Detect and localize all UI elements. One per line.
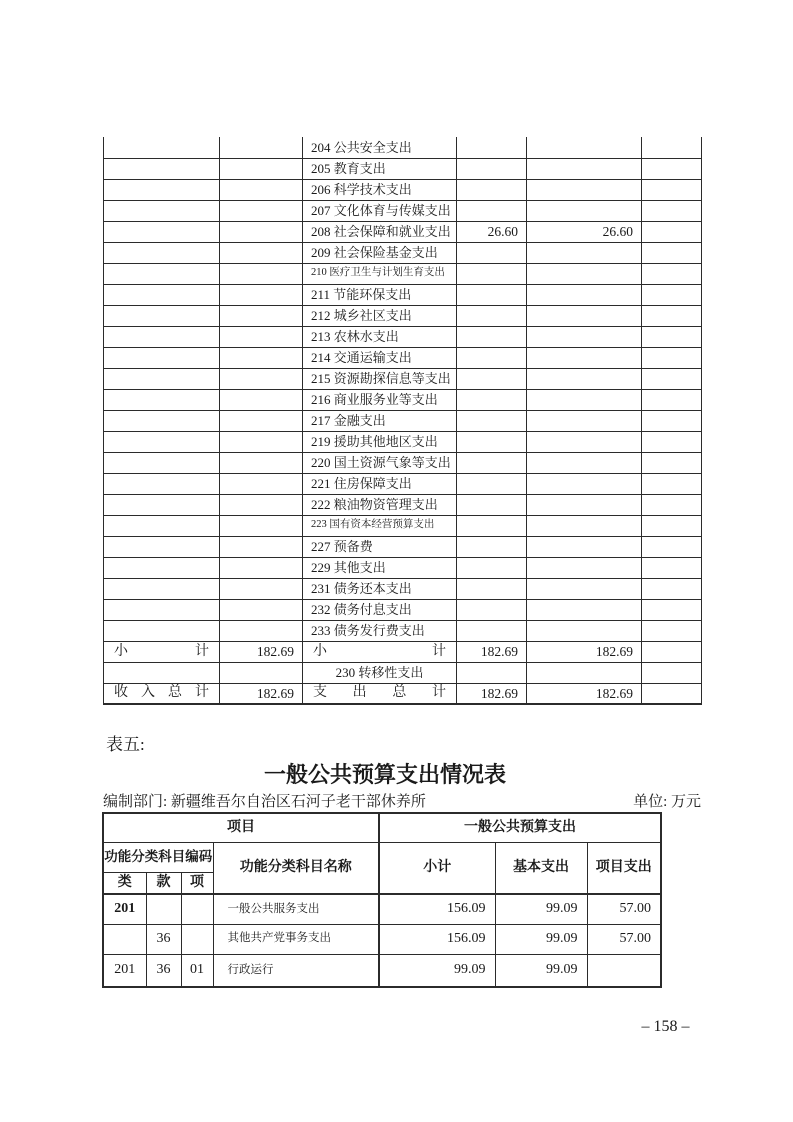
expense-amount2-cell bbox=[527, 410, 642, 431]
expense-item-cell: 213 农林水支出 bbox=[303, 326, 457, 347]
empty-cell bbox=[642, 452, 702, 473]
subtotal-column-header: 小计 bbox=[379, 842, 495, 894]
expense-subtotal-label: 小 计 bbox=[303, 641, 457, 662]
empty-cell bbox=[642, 263, 702, 284]
empty-cell bbox=[642, 641, 702, 662]
empty-cell bbox=[642, 305, 702, 326]
subtotal-cell: 99.09 bbox=[379, 954, 495, 987]
expense-amount2-cell bbox=[527, 452, 642, 473]
income-item-cell bbox=[104, 179, 220, 200]
summary-expense-row bbox=[104, 599, 702, 620]
empty-cell bbox=[642, 557, 702, 578]
summary-budget-table bbox=[103, 137, 702, 705]
expense-item-cell: 205 教育支出 bbox=[303, 158, 457, 179]
income-amount-cell bbox=[220, 536, 303, 557]
item-code-cell bbox=[181, 894, 213, 924]
income-amount-cell bbox=[220, 221, 303, 242]
income-item-cell bbox=[104, 263, 220, 284]
expense-amount2-cell bbox=[527, 515, 642, 536]
expense-item-cell: 210 医疗卫生与计划生育支出 bbox=[303, 263, 457, 284]
empty-cell bbox=[642, 242, 702, 263]
income-amount-cell bbox=[220, 515, 303, 536]
basic-expense-cell: 99.09 bbox=[495, 954, 587, 987]
expense-item-cell: 217 金融支出 bbox=[303, 410, 457, 431]
income-amount-cell bbox=[220, 263, 303, 284]
budget-expenditure-table bbox=[102, 812, 662, 988]
income-item-cell bbox=[104, 473, 220, 494]
empty-cell bbox=[642, 536, 702, 557]
expense-amount2-cell bbox=[527, 620, 642, 641]
summary-transfer-row bbox=[104, 662, 702, 683]
expense-amount2-cell bbox=[527, 536, 642, 557]
empty-cell bbox=[642, 326, 702, 347]
income-item-cell bbox=[104, 599, 220, 620]
summary-expense-row bbox=[104, 494, 702, 515]
section-code-cell: 36 bbox=[146, 924, 181, 954]
expense-amount2-cell bbox=[527, 326, 642, 347]
expense-item-cell: 206 科学技术支出 bbox=[303, 179, 457, 200]
expense-item-cell: 211 节能环保支出 bbox=[303, 284, 457, 305]
item-code-cell: 01 bbox=[181, 954, 213, 987]
expense-amount1-cell bbox=[457, 137, 527, 158]
summary-expense-row bbox=[104, 557, 702, 578]
income-item-cell bbox=[104, 662, 220, 683]
empty-cell bbox=[642, 200, 702, 221]
expense-item-cell: 204 公共安全支出 bbox=[303, 137, 457, 158]
income-amount-cell bbox=[220, 305, 303, 326]
expense-amount1-cell bbox=[457, 368, 527, 389]
summary-expense-row bbox=[104, 179, 702, 200]
income-item-cell bbox=[104, 515, 220, 536]
income-item-cell bbox=[104, 242, 220, 263]
expense-amount1-cell bbox=[457, 305, 527, 326]
empty-cell bbox=[642, 347, 702, 368]
expense-subtotal-amount2: 182.69 bbox=[527, 641, 642, 662]
income-amount-cell bbox=[220, 473, 303, 494]
basic-expense-column-header: 基本支出 bbox=[495, 842, 587, 894]
expense-item-cell: 220 国土资源气象等支出 bbox=[303, 452, 457, 473]
empty-cell bbox=[642, 389, 702, 410]
expense-item-cell: 227 预备费 bbox=[303, 536, 457, 557]
empty-cell bbox=[642, 620, 702, 641]
income-amount-cell bbox=[220, 179, 303, 200]
empty-cell bbox=[642, 515, 702, 536]
prepared-by-text: 编制部门: 新疆维吾尔自治区石河子老干部休养所 bbox=[103, 794, 426, 810]
summary-expense-row bbox=[104, 431, 702, 452]
income-amount-cell bbox=[220, 599, 303, 620]
expense-amount2-cell: 26.60 bbox=[527, 221, 642, 242]
expense-amount1-cell bbox=[457, 536, 527, 557]
summary-expense-row bbox=[104, 347, 702, 368]
summary-expense-row bbox=[104, 263, 702, 284]
expense-amount1-cell bbox=[457, 662, 527, 683]
expense-amount2-cell bbox=[527, 578, 642, 599]
item-column-header: 项 bbox=[181, 872, 213, 894]
income-item-cell bbox=[104, 200, 220, 221]
expense-amount1-cell bbox=[457, 284, 527, 305]
income-item-cell bbox=[104, 410, 220, 431]
empty-cell bbox=[642, 578, 702, 599]
expense-total-amount1: 182.69 bbox=[457, 683, 527, 704]
income-amount-cell bbox=[220, 158, 303, 179]
expense-amount2-cell bbox=[527, 557, 642, 578]
summary-subtotal-row bbox=[104, 641, 702, 662]
expense-item-cell: 216 商业服务业等支出 bbox=[303, 389, 457, 410]
summary-expense-row bbox=[104, 200, 702, 221]
subject-name-cell: 其他共产党事务支出 bbox=[213, 924, 379, 954]
budget-header-groups bbox=[103, 813, 661, 842]
income-amount-cell bbox=[220, 326, 303, 347]
expense-amount1-cell bbox=[457, 242, 527, 263]
expense-amount2-cell bbox=[527, 263, 642, 284]
empty-cell bbox=[642, 368, 702, 389]
expense-amount2-cell bbox=[527, 494, 642, 515]
class-code-cell: 201 bbox=[103, 894, 146, 924]
empty-cell bbox=[642, 683, 702, 704]
income-subtotal-amount: 182.69 bbox=[220, 641, 303, 662]
expense-amount1-cell bbox=[457, 452, 527, 473]
expense-amount2-cell bbox=[527, 662, 642, 683]
summary-total-row bbox=[104, 683, 702, 704]
expense-item-cell: 214 交通运输支出 bbox=[303, 347, 457, 368]
expense-amount1-cell bbox=[457, 347, 527, 368]
income-item-cell bbox=[104, 284, 220, 305]
expense-item-cell: 229 其他支出 bbox=[303, 557, 457, 578]
expense-amount2-cell bbox=[527, 431, 642, 452]
expense-item-cell: 221 住房保障支出 bbox=[303, 473, 457, 494]
summary-expense-row bbox=[104, 326, 702, 347]
expense-amount2-cell bbox=[527, 284, 642, 305]
income-item-cell bbox=[104, 389, 220, 410]
expense-amount1-cell: 26.60 bbox=[457, 221, 527, 242]
expense-amount1-cell bbox=[457, 473, 527, 494]
income-item-cell bbox=[104, 221, 220, 242]
budget-row bbox=[103, 894, 661, 924]
expense-amount2-cell bbox=[527, 347, 642, 368]
expense-amount1-cell bbox=[457, 494, 527, 515]
transfer-expense-label: 230 转移性支出 bbox=[303, 662, 457, 683]
empty-cell bbox=[642, 221, 702, 242]
basic-expense-cell: 99.09 bbox=[495, 894, 587, 924]
expense-amount1-cell bbox=[457, 158, 527, 179]
income-amount-cell bbox=[220, 578, 303, 599]
expense-amount1-cell bbox=[457, 557, 527, 578]
expense-item-cell: 212 城乡社区支出 bbox=[303, 305, 457, 326]
expense-total-label: 支 出 总 计 bbox=[303, 683, 457, 704]
summary-expense-row bbox=[104, 452, 702, 473]
income-amount-cell bbox=[220, 620, 303, 641]
unit-text: 单位: 万元 bbox=[633, 794, 701, 810]
summary-expense-row bbox=[104, 221, 702, 242]
summary-expense-row bbox=[104, 305, 702, 326]
subtotal-cell: 156.09 bbox=[379, 894, 495, 924]
expense-amount1-cell bbox=[457, 410, 527, 431]
project-expense-column-header: 项目支出 bbox=[587, 842, 661, 894]
income-total-label: 收 入 总 计 bbox=[104, 683, 220, 704]
expense-item-cell: 208 社会保障和就业支出 bbox=[303, 221, 457, 242]
income-item-cell bbox=[104, 326, 220, 347]
summary-expense-row bbox=[104, 410, 702, 431]
summary-expense-row bbox=[104, 368, 702, 389]
summary-expense-row bbox=[104, 158, 702, 179]
name-column-header: 功能分类科目名称 bbox=[213, 842, 379, 894]
expense-item-cell: 231 债务还本支出 bbox=[303, 578, 457, 599]
subtotal-cell: 156.09 bbox=[379, 924, 495, 954]
empty-cell bbox=[642, 662, 702, 683]
expense-amount1-cell bbox=[457, 389, 527, 410]
empty-cell bbox=[642, 431, 702, 452]
class-code-cell: 201 bbox=[103, 954, 146, 987]
empty-cell bbox=[642, 158, 702, 179]
income-amount-cell bbox=[220, 242, 303, 263]
expense-amount2-cell bbox=[527, 473, 642, 494]
section-column-header: 款 bbox=[146, 872, 181, 894]
class-column-header: 类 bbox=[103, 872, 146, 894]
empty-cell bbox=[642, 599, 702, 620]
subject-name-cell: 行政运行 bbox=[213, 954, 379, 987]
summary-expense-row bbox=[104, 515, 702, 536]
summary-expense-row bbox=[104, 578, 702, 599]
income-item-cell bbox=[104, 158, 220, 179]
income-item-cell bbox=[104, 137, 220, 158]
expense-amount1-cell bbox=[457, 599, 527, 620]
expense-amount1-cell bbox=[457, 578, 527, 599]
expense-amount1-cell bbox=[457, 515, 527, 536]
empty-cell bbox=[642, 137, 702, 158]
expense-amount1-cell bbox=[457, 200, 527, 221]
budget-header-sub bbox=[103, 842, 661, 872]
income-item-cell bbox=[104, 368, 220, 389]
income-amount-cell bbox=[220, 200, 303, 221]
income-item-cell bbox=[104, 347, 220, 368]
section-code-cell bbox=[146, 894, 181, 924]
income-amount-cell bbox=[220, 494, 303, 515]
empty-cell bbox=[642, 410, 702, 431]
income-amount-cell bbox=[220, 389, 303, 410]
expense-amount1-cell bbox=[457, 620, 527, 641]
expense-item-cell: 222 粮油物资管理支出 bbox=[303, 494, 457, 515]
expense-item-cell: 215 资源勘探信息等支出 bbox=[303, 368, 457, 389]
budget-row bbox=[103, 954, 661, 987]
income-amount-cell bbox=[220, 137, 303, 158]
page-title: 一般公共预算支出情况表 bbox=[263, 762, 506, 787]
empty-cell bbox=[642, 179, 702, 200]
table-five-meta bbox=[103, 790, 701, 811]
section-code-cell: 36 bbox=[146, 954, 181, 987]
project-group-header: 项目 bbox=[103, 813, 379, 842]
expense-amount1-cell bbox=[457, 326, 527, 347]
empty-cell bbox=[642, 284, 702, 305]
income-amount-cell bbox=[220, 431, 303, 452]
income-item-cell bbox=[104, 620, 220, 641]
expense-amount2-cell bbox=[527, 368, 642, 389]
income-subtotal-label: 小 计 bbox=[104, 641, 220, 662]
expense-item-cell: 233 债务发行费支出 bbox=[303, 620, 457, 641]
summary-expense-row bbox=[104, 137, 702, 158]
income-amount-cell bbox=[220, 368, 303, 389]
summary-expense-row bbox=[104, 389, 702, 410]
income-amount-cell bbox=[220, 347, 303, 368]
income-item-cell bbox=[104, 305, 220, 326]
expense-item-cell: 219 援助其他地区支出 bbox=[303, 431, 457, 452]
expense-amount2-cell bbox=[527, 599, 642, 620]
budget-group-header: 一般公共预算支出 bbox=[379, 813, 661, 842]
project-expense-cell bbox=[587, 954, 661, 987]
expense-item-cell: 232 债务付息支出 bbox=[303, 599, 457, 620]
expense-amount1-cell bbox=[457, 263, 527, 284]
code-group-header: 功能分类科目编码 bbox=[103, 842, 213, 872]
project-expense-cell: 57.00 bbox=[587, 924, 661, 954]
income-item-cell bbox=[104, 494, 220, 515]
expense-item-cell: 207 文化体育与传媒支出 bbox=[303, 200, 457, 221]
income-amount-cell bbox=[220, 452, 303, 473]
page-number: – 158 – bbox=[641, 1018, 690, 1035]
expense-amount2-cell bbox=[527, 137, 642, 158]
basic-expense-cell: 99.09 bbox=[495, 924, 587, 954]
expense-subtotal-amount1: 182.69 bbox=[457, 641, 527, 662]
subject-name-cell: 一般公共服务支出 bbox=[213, 894, 379, 924]
summary-expense-row bbox=[104, 242, 702, 263]
expense-item-cell: 209 社会保险基金支出 bbox=[303, 242, 457, 263]
expense-amount2-cell bbox=[527, 179, 642, 200]
income-amount-cell bbox=[220, 557, 303, 578]
expense-total-amount2: 182.69 bbox=[527, 683, 642, 704]
class-code-cell bbox=[103, 924, 146, 954]
income-item-cell bbox=[104, 557, 220, 578]
summary-expense-row bbox=[104, 284, 702, 305]
expense-amount2-cell bbox=[527, 389, 642, 410]
expense-amount1-cell bbox=[457, 431, 527, 452]
income-item-cell bbox=[104, 578, 220, 599]
income-amount-cell bbox=[220, 410, 303, 431]
item-code-cell bbox=[181, 924, 213, 954]
income-amount-cell bbox=[220, 284, 303, 305]
income-item-cell bbox=[104, 536, 220, 557]
summary-expense-row bbox=[104, 536, 702, 557]
income-amount-cell bbox=[220, 662, 303, 683]
expense-amount1-cell bbox=[457, 179, 527, 200]
income-item-cell bbox=[104, 431, 220, 452]
summary-expense-row bbox=[104, 620, 702, 641]
project-expense-cell: 57.00 bbox=[587, 894, 661, 924]
income-total-amount: 182.69 bbox=[220, 683, 303, 704]
expense-amount2-cell bbox=[527, 158, 642, 179]
empty-cell bbox=[642, 494, 702, 515]
expense-amount2-cell bbox=[527, 242, 642, 263]
expense-item-cell: 223 国有资本经营预算支出 bbox=[303, 515, 457, 536]
empty-cell bbox=[642, 473, 702, 494]
expense-amount2-cell bbox=[527, 200, 642, 221]
expense-amount2-cell bbox=[527, 305, 642, 326]
income-item-cell bbox=[104, 452, 220, 473]
budget-row bbox=[103, 924, 661, 954]
summary-expense-row bbox=[104, 473, 702, 494]
table-five-label: 表五: bbox=[106, 735, 145, 754]
